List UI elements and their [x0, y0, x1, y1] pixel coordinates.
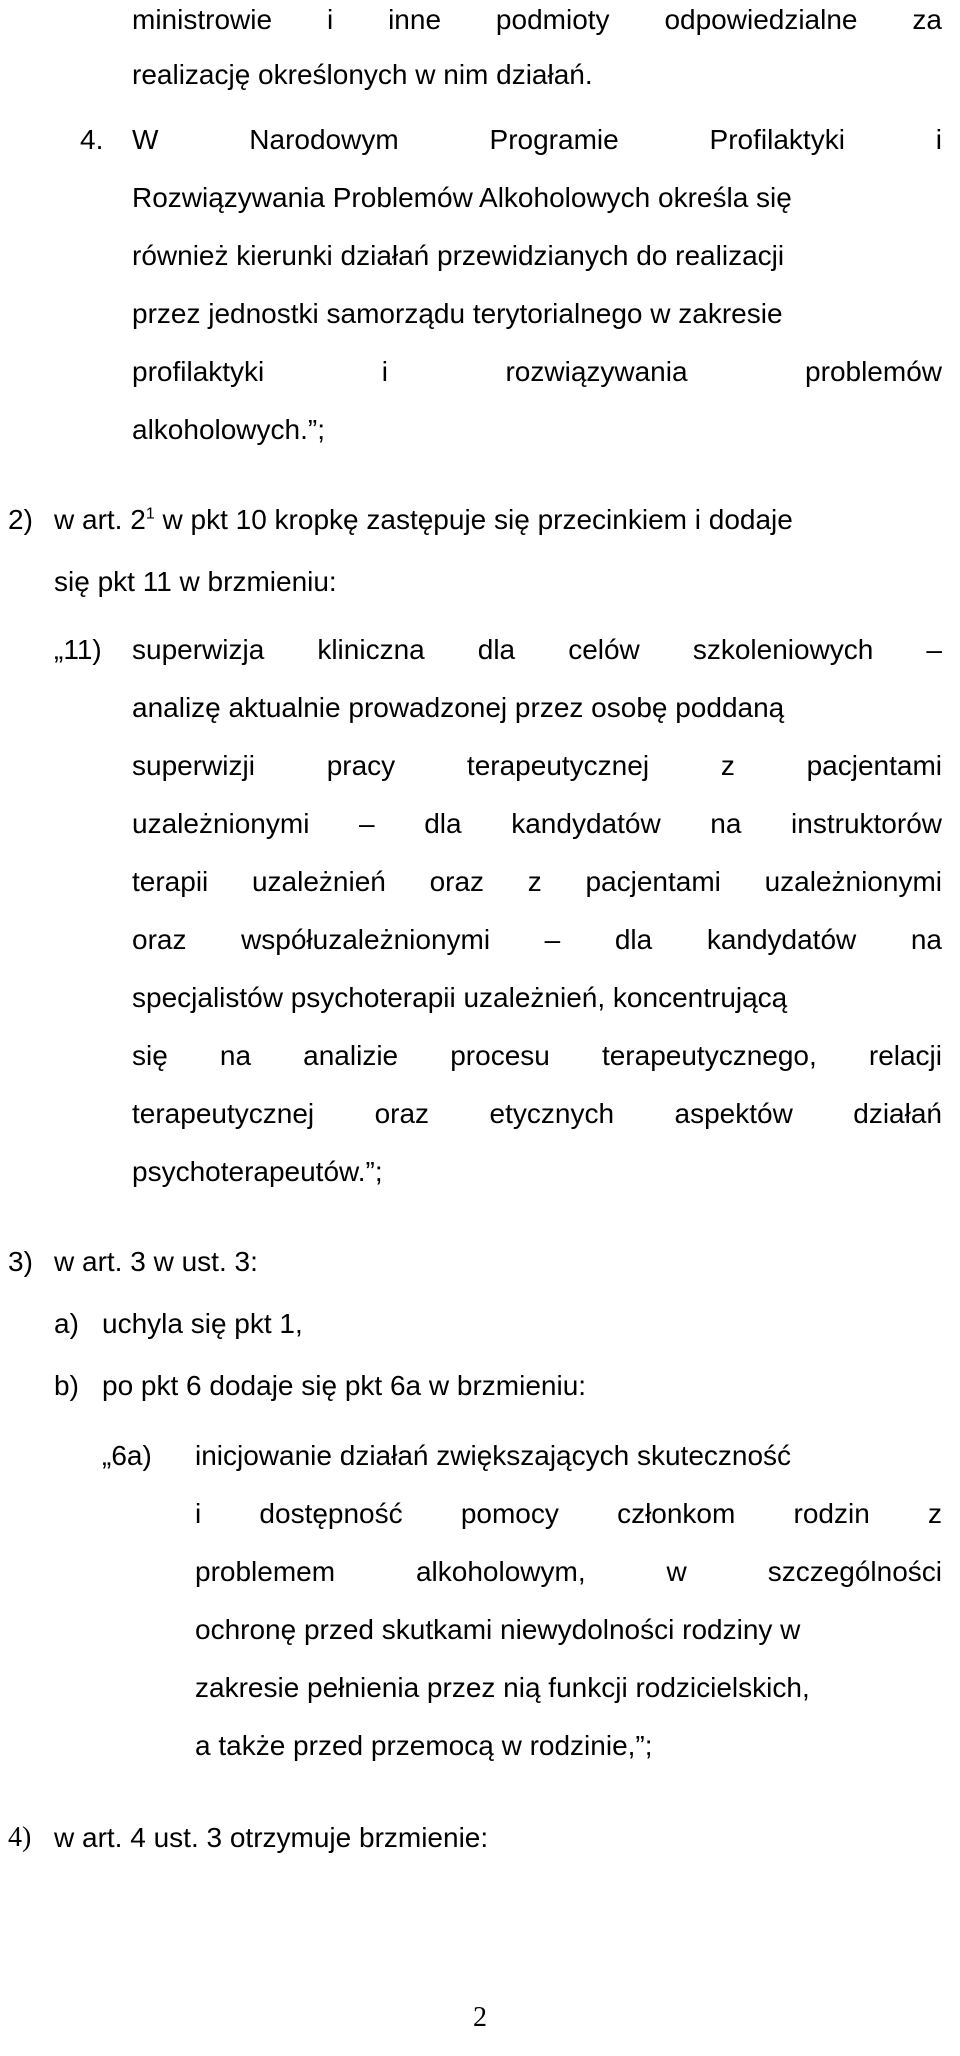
- text-line: realizację określonych w nim działań.: [132, 59, 593, 90]
- paragraph-number: 4.: [80, 124, 104, 155]
- text-line: profilaktyki i rozwiązywania problemów: [132, 356, 942, 387]
- quoted-point-marker: „6a): [102, 1440, 152, 1471]
- quote-line: superwizji pracy terapeutycznej z pacjentami: [132, 750, 942, 781]
- text-line: W Narodowym Programie Profilaktyki i: [132, 124, 942, 155]
- quote-line: specjalistów psychoterapii uzależnień, koncentrującą: [132, 982, 788, 1013]
- quote-line: i dostępność pomocy członkom rodzin z: [195, 1498, 942, 1529]
- quote-line: psychoterapeutów.”;: [132, 1156, 383, 1187]
- item-number: 4): [8, 1822, 32, 1853]
- quote-line: ochronę przed skutkami niewydolności rodziny w: [195, 1614, 801, 1645]
- quote-line: analizę aktualnie prowadzonej przez osobę poddaną: [132, 692, 785, 723]
- superscript: 1: [145, 505, 155, 523]
- item-text-end: w pkt 10 kropkę zastępuje się przecinkiem i dodaje: [154, 504, 793, 535]
- item-text: [54, 500, 793, 540]
- text-line: alkoholowych.”;: [132, 414, 325, 445]
- item-number: 3): [8, 1246, 33, 1277]
- quote-line: inicjowanie działań zwiększających skuteczność: [195, 1440, 792, 1471]
- page-number: 2: [473, 2002, 487, 2033]
- text-line: również kierunki działań przewidzianych do realizacji: [132, 240, 785, 271]
- text-line: Rozwiązywania Problemów Alkoholowych określa się: [132, 182, 792, 213]
- item-number: 2): [8, 504, 33, 535]
- quote-line: oraz współuzależnionymi – dla kandydatów na: [132, 924, 942, 955]
- quote-line: superwizja kliniczna dla celów szkoleniowych –: [132, 634, 942, 665]
- item-text-start: w art. 2: [54, 504, 146, 535]
- text-line: ministrowie i inne podmioty odpowiedzialne za: [132, 4, 942, 35]
- quote-line: uzależnionymi – dla kandydatów na instruktorów: [132, 808, 942, 839]
- text-line: się pkt 11 w brzmieniu:: [54, 566, 337, 597]
- sub-item-text: po pkt 6 dodaje się pkt 6a w brzmieniu:: [102, 1370, 587, 1401]
- quote-line: terapeutycznej oraz etycznych aspektów działań: [132, 1098, 942, 1129]
- quote-line: problemem alkoholowym, w szczególności: [195, 1556, 942, 1587]
- sub-item-marker: b): [54, 1370, 79, 1401]
- quote-line: zakresie pełnienia przez nią funkcji rodzicielskich,: [195, 1672, 810, 1703]
- quote-line: a także przed przemocą w rodzinie,”;: [195, 1730, 653, 1761]
- sub-item-marker: a): [54, 1308, 79, 1339]
- quote-line: terapii uzależnień oraz z pacjentami uzależnionymi: [132, 866, 942, 897]
- quoted-point-marker: „11): [54, 634, 102, 665]
- sub-item-text: uchyla się pkt 1,: [102, 1308, 303, 1339]
- item-text: w art. 4 ust. 3 otrzymuje brzmienie:: [54, 1822, 489, 1853]
- quote-line: się na analizie procesu terapeutycznego, relacji: [132, 1040, 942, 1071]
- item-text: w art. 3 w ust. 3:: [54, 1246, 258, 1277]
- text-line: przez jednostki samorządu terytorialnego w zakresie: [132, 298, 783, 329]
